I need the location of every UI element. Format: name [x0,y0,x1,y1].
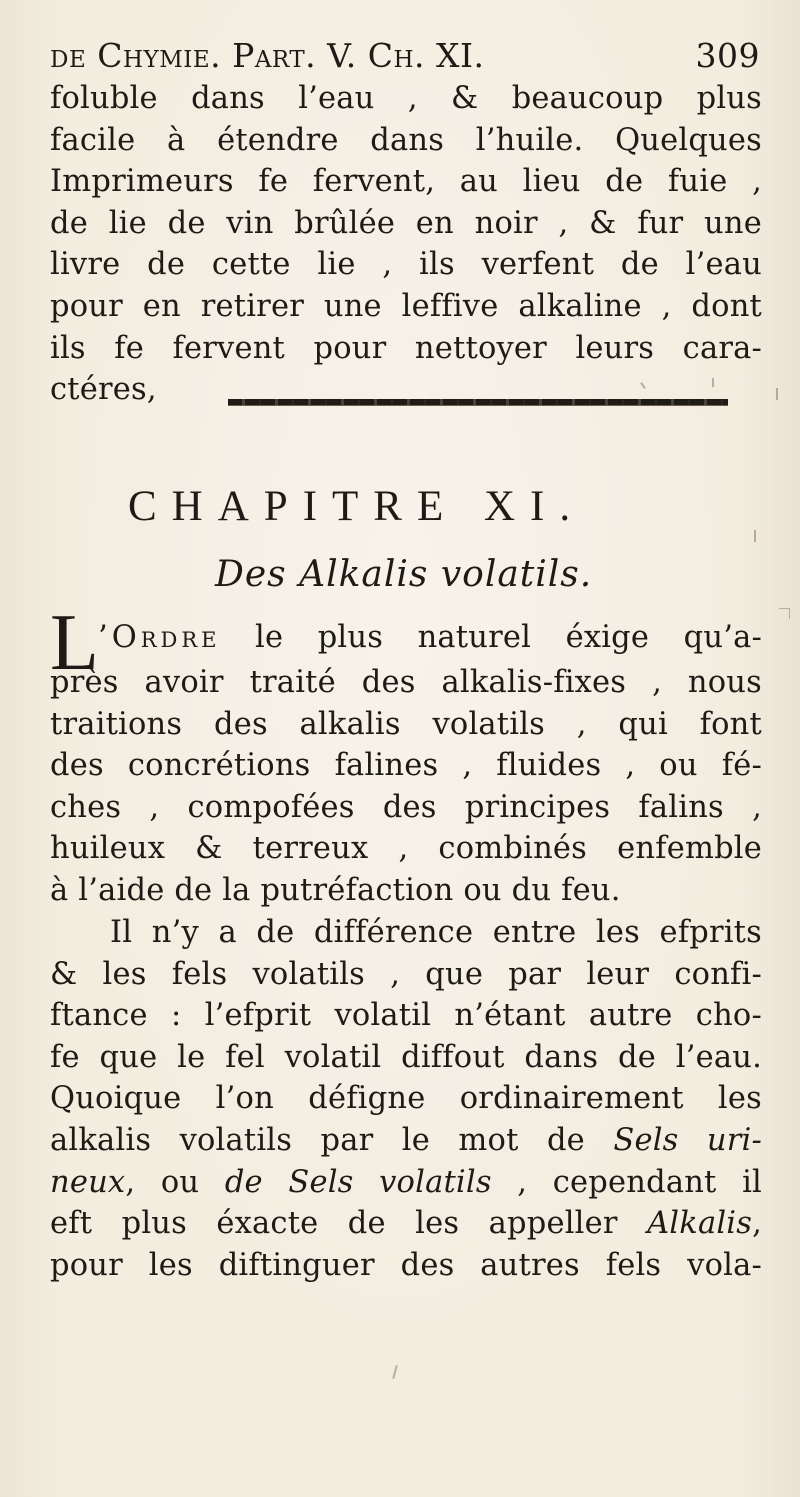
chapter-divider-rule [228,399,728,406]
text-line: ils fe fervent pour nettoyer leurs cara- [50,330,762,366]
text-line: Quoique l’on défigne ordinairement les [50,1081,762,1117]
text-fragment: eft plus éxacte de les appeller [50,1206,618,1242]
text-line: ftance : l’efprit volatil n’étant autre cho- [50,998,762,1034]
paper-speck [754,530,756,542]
text-line [50,1162,762,1204]
italic-term: Alkalis [647,1206,753,1242]
text-line: ches , compofées des principes falins , [50,789,762,825]
italic-term: Sels uri- [613,1122,762,1158]
text-line: livre de cette lie , ils verfent de l’eau [50,247,762,283]
text-fragment: alkalis volatils par le mot de [50,1122,585,1158]
text-fragment: , ou [125,1164,200,1200]
opening-line [98,620,762,655]
paper-speck [776,388,778,400]
text-line: traitions des alkalis volatils , qui font [50,706,762,742]
continued-paragraph [50,78,762,411]
paragraph-two [50,912,762,1286]
text-line: à l’aide de la putréfaction ou du feu. [50,872,621,908]
text-line: fe que le fel volatil diffout dans de l’eau. [50,1039,762,1075]
text-line: pour en retirer une leffive alkaline , dont [50,288,762,324]
opening-word: ’Ordre [98,620,221,655]
running-title: de Chymie. Part. V. Ch. XI. [50,36,485,75]
text-line [50,1120,762,1162]
opening-line-text: le plus naturel éxige qu’a- [255,620,762,655]
chapter-subtitle: Des Alkalis volatils. [215,554,593,595]
text-line: des concrétions falines , fluides , ou fé- [50,748,762,784]
italic-term: de Sels volatils [224,1164,492,1200]
paper-speck [712,378,714,387]
paper-speck [392,1365,398,1379]
text-fragment: , [752,1206,762,1242]
italic-term: neux [50,1164,126,1200]
text-line: Il n’y a de différence entre les efprits [110,915,762,950]
text-line: pour les diftinguer des autres fels vola- [50,1247,762,1283]
paragraph-one [50,662,762,912]
text-line: foluble dans l’eau , & beaucoup plus [50,81,762,116]
text-line: facile à étendre dans l’huile. Quelques [50,122,762,158]
text-line: & les fels volatils , que par leur confi- [50,956,762,992]
text-line: ctéres, [50,372,157,408]
drop-cap: L [50,599,99,687]
page-number: 309 [695,36,760,75]
paper-speck [779,608,790,619]
text-fragment: , cependant il [517,1164,762,1200]
text-line [50,1203,762,1245]
chapter-heading: CHAPITRE XI. [128,483,586,530]
text-line: huileux & terreux , combinés enfemble [50,831,762,867]
text-line: près avoir traité des alkalis-fixes , nous [50,665,762,700]
text-line: Imprimeurs fe fervent, au lieu de fuie , [50,164,762,200]
text-line: de lie de vin brûlée en noir , & fur une [50,205,762,241]
